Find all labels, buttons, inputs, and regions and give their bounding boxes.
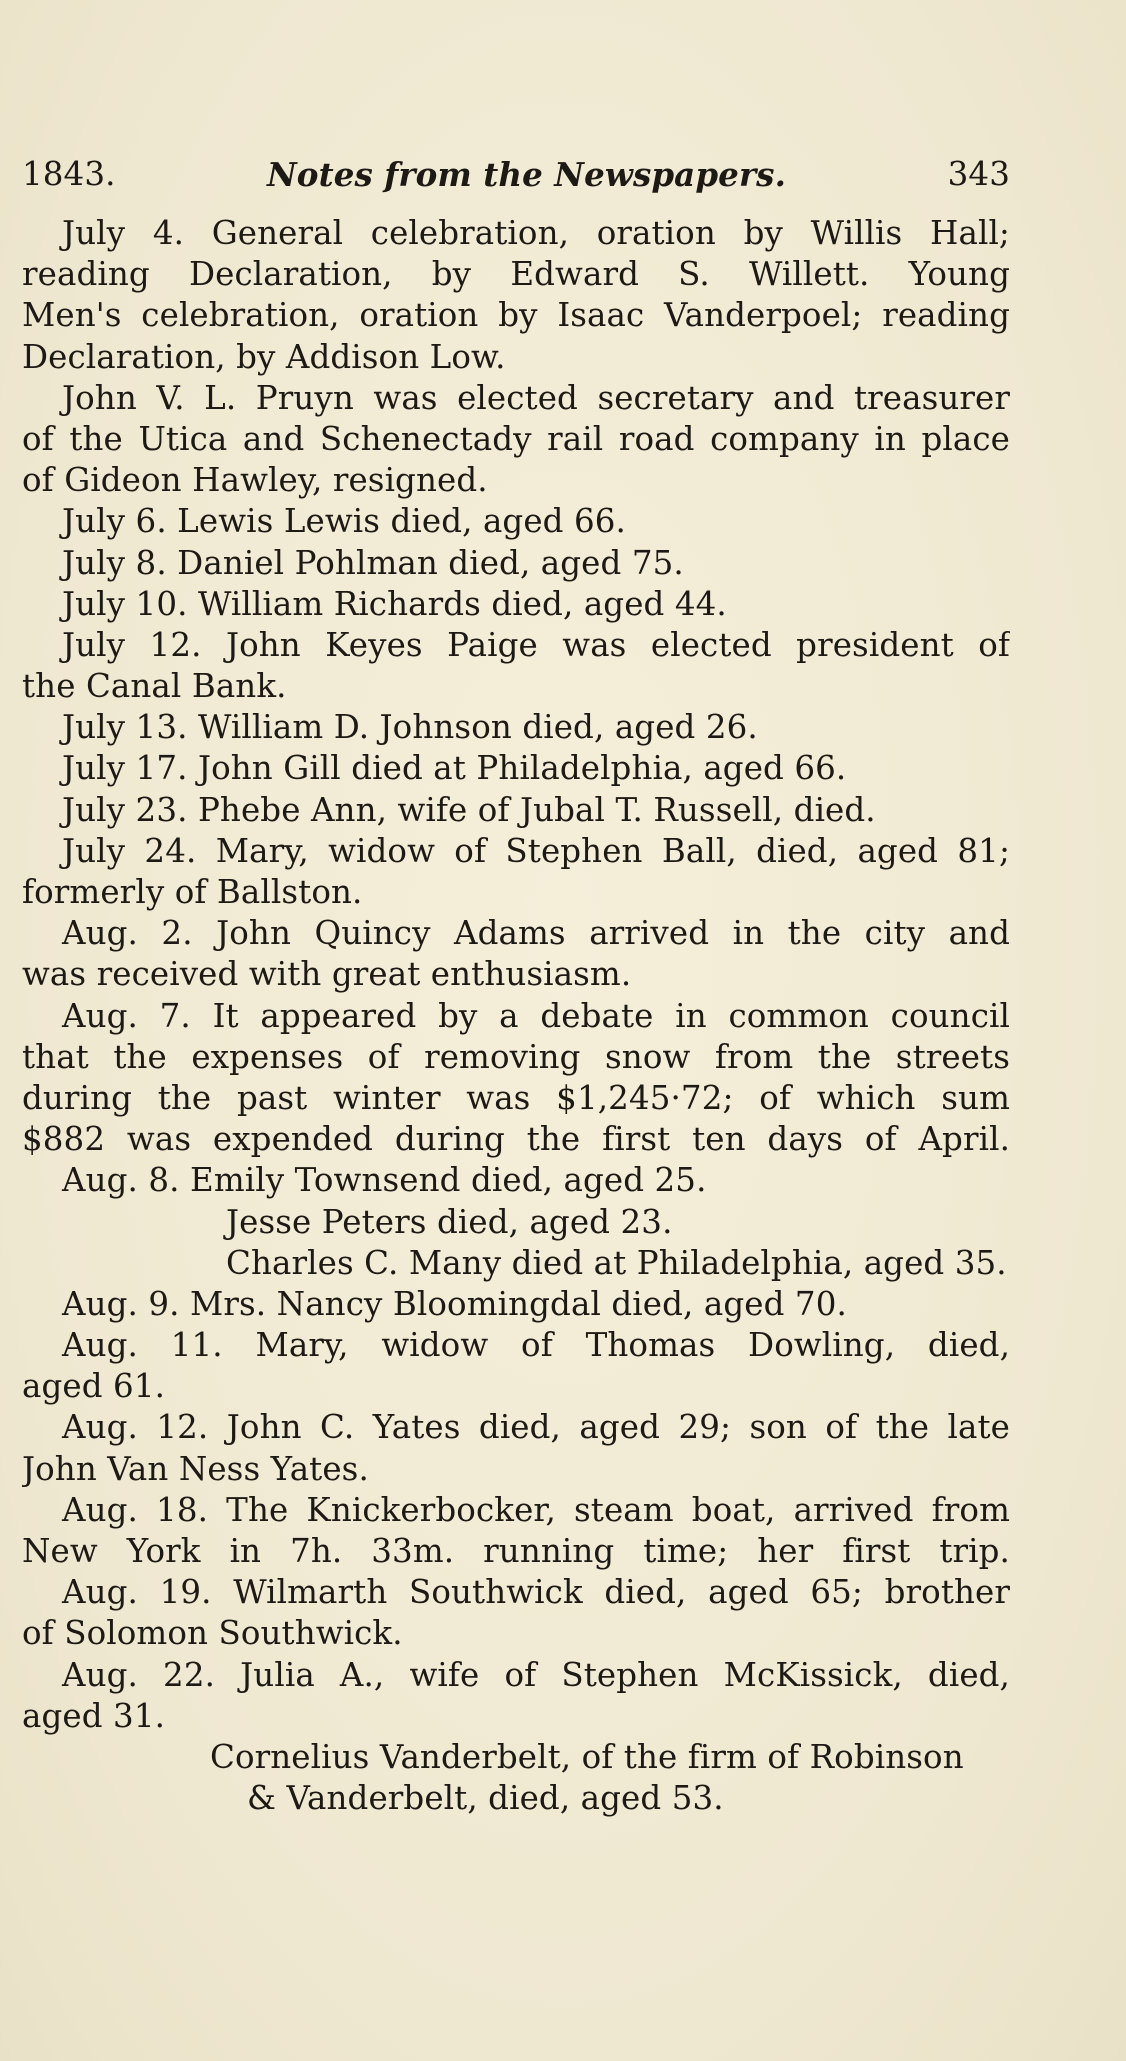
text-line: of Gideon Hawley, resigned. [22,461,488,500]
text-line: John V. L. Pruyn was elected secretary and treasurer [62,378,1010,417]
text-line: the Canal Bank. [22,667,287,706]
text-line: July 8. Daniel Pohlman died, aged 75. [62,543,684,582]
text-line: July 4. General celebration, oration by Willis Hall; [62,214,1010,252]
running-head [22,155,1010,199]
text-line: during the past winter was $1,245·72; of which sum [22,1078,1010,1117]
text-line: Jesse Peters died, aged 23. [226,1202,673,1241]
text-line: Aug. 7. It appeared by a debate in common council [62,996,1010,1035]
text-line: July 10. William Richards died, aged 44. [62,584,727,623]
text-line: Aug. 2. John Quincy Adams arrived in the city and [62,914,1010,953]
text-line: Aug. 12. John C. Yates died, aged 29; son of the late [62,1408,1010,1447]
text-line: aged 61. [22,1367,166,1406]
text-line: July 6. Lewis Lewis died, aged 66. [62,502,626,541]
text-line: July 24. Mary, widow of Stephen Ball, died, aged 81; [62,831,1010,870]
text-line: New York in 7h. 33m. running time; her first trip. [22,1532,1010,1570]
text-line: was received with great enthusiasm. [22,955,632,994]
text-line: Men's celebration, oration by Isaac Vanderpoel; reading [22,296,1010,335]
text-line: Aug. 18. The Knickerbocker, steam boat, arrived from [62,1490,1010,1529]
text-line: Aug. 11. Mary, widow of Thomas Dowling, died, [62,1326,1010,1365]
page-number: 343 [947,155,1010,193]
text-line: $882 was expended during the first ten days of April. [22,1120,1010,1159]
text-line: July 23. Phebe Ann, wife of Jubal T. Russell, died. [62,790,876,829]
text-line: July 13. William D. Johnson died, aged 26. [62,708,758,747]
page-text [22,155,1010,1819]
text-line: Aug. 22. Julia A., wife of Stephen McKissick, died, [62,1655,1010,1694]
text-line: Charles C. Many died at Philadelphia, aged 35. [226,1243,1007,1282]
text-line: that the expenses of removing snow from the streets [22,1037,1010,1076]
text-line: Aug. 8. Emily Townsend died, aged 25. [62,1161,707,1200]
text-line: July 12. John Keyes Paige was elected president of [62,625,1010,664]
text-line: of the Utica and Schenectady rail road company in place [22,419,1010,458]
running-head-year: 1843. [22,155,116,193]
text-line: Cornelius Vanderbelt, of the firm of Robinson [210,1737,964,1776]
text-line: & Vanderbelt, died, aged 53. [247,1779,724,1818]
text-line: John Van Ness Yates. [22,1449,369,1488]
text-line: July 17. John Gill died at Philadelphia, aged 66. [62,749,847,788]
text-line: reading Declaration, by Edward S. Willett. Young [22,255,1010,294]
text-line: Aug. 9. Mrs. Nancy Bloomingdal died, aged 70. [62,1284,847,1323]
text-line: Aug. 19. Wilmarth Southwick died, aged 65; brother [62,1573,1010,1612]
text-line: of Solomon Southwick. [22,1614,403,1653]
text-line: aged 31. [22,1696,166,1735]
running-head-title: Notes from the Newspapers. [267,155,786,194]
text-line: Declaration, by Addison Low. [22,337,506,376]
text-line: formerly of Ballston. [22,873,363,911]
